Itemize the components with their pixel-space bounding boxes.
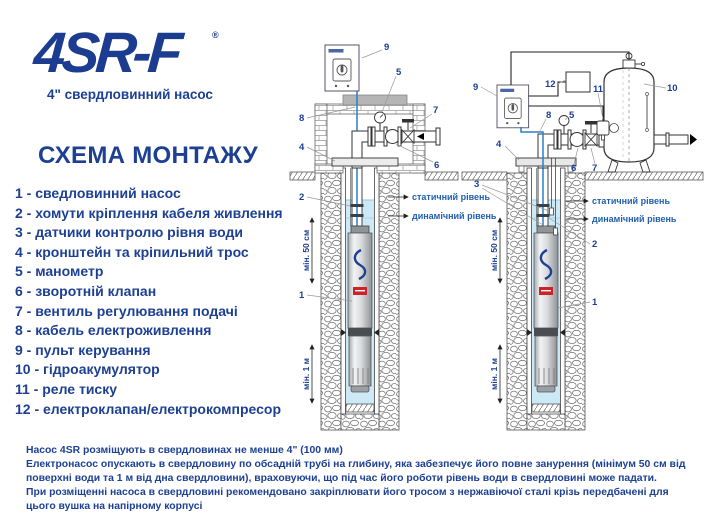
wellhead-bracket: [516, 158, 576, 166]
wellhead-bracket: [332, 158, 398, 166]
pipe-flange: [554, 130, 557, 149]
callout-7: 7: [433, 105, 439, 116]
check-valve-icon: [570, 133, 584, 147]
callout-1: 1: [299, 290, 305, 301]
legend-item: 9 - пульт керування: [15, 341, 151, 358]
legend-item: 12 - електроклапан/електрокомпресор: [15, 400, 281, 417]
tank-leg: [640, 160, 650, 172]
callout-3: 3: [474, 179, 480, 190]
legend-item: 1 - сведловинний насос: [15, 185, 181, 201]
left-dimensions: [301, 218, 312, 403]
manometer-icon: [559, 116, 569, 126]
legend-item: 3 - датчики контролю рівня води: [15, 224, 244, 241]
tank-drain-valve: [610, 124, 619, 133]
check-valve-icon: [386, 130, 400, 144]
legend-item: 10 - гідроакумулятор: [15, 361, 160, 378]
callout-1: 1: [592, 297, 598, 308]
page-title: СХЕМА МОНТАЖУ: [38, 142, 259, 169]
dynamic-level-label: динамічний рівень: [412, 211, 497, 221]
flow-arrow-icon: [690, 134, 697, 145]
valve-handle: [585, 121, 597, 125]
pipe-flange: [368, 127, 371, 146]
brand-logo: 4SR-F: [31, 21, 181, 85]
static-level-label: статичний рівень: [412, 192, 490, 202]
dynamic-level-label: динамічний рівень: [592, 214, 677, 224]
legend-item: 7 - вентиль регулювання подачі: [15, 302, 238, 319]
legend-item: 8 - кабель електроживлення: [15, 322, 212, 339]
electrovalve-box: [566, 72, 590, 92]
callout-2: 2: [592, 239, 598, 250]
pipe-flange: [398, 127, 401, 146]
tank-top-valve: [623, 60, 635, 68]
pipe-flange: [666, 133, 669, 146]
control-panel: [497, 85, 529, 128]
callout-5: 5: [569, 110, 575, 121]
pipe-flange: [558, 130, 561, 149]
callout-7: 7: [592, 163, 598, 174]
registered-mark: ®: [212, 30, 219, 40]
diagram-left-well-with-pit: [290, 42, 497, 430]
control-panel: [325, 45, 359, 91]
installation-notes: [26, 444, 698, 514]
pit-cover-slab: [343, 95, 407, 105]
legend-item: 2 - хомути кріплення кабеля живлення: [15, 204, 283, 221]
callout-12: 12: [545, 79, 556, 90]
diagram-right-well-with-tank: [462, 52, 703, 430]
level-sensor: [550, 208, 554, 215]
pit-left-wall: [315, 104, 327, 173]
callout-4: 4: [299, 142, 305, 153]
note-paragraph: При розміщенні насоса в свердловині рекомендовано закріплювати його тросом з нержавіючої сталі крізь передбачені для цього вушка на напірному корпусі: [26, 487, 669, 512]
legend-item: 6 - зворотній клапан: [15, 282, 157, 299]
pipe-end-flange: [436, 128, 440, 145]
legend-item: 11 - реле тиску: [15, 380, 118, 397]
tank-leg: [608, 160, 618, 172]
parts-legend: [15, 184, 315, 419]
callout-8: 8: [299, 113, 305, 124]
callout-9: 9: [473, 82, 479, 93]
note-paragraph: Електронасос опускають в свердловину по обсадній трубі на глибину, яка забезпечує його повне занурення (мінімум 50 см від поверхні води та 1 м від дна свердловини), враховуючи, що під час його роботи рівень води в свердловині може падати.: [26, 459, 686, 484]
tank-outlet-pipe: [654, 135, 688, 144]
callout-2: 2: [299, 192, 305, 203]
legend-item: 4 - кронштейн та кріпильний трос: [15, 243, 249, 260]
pressure-tank: [599, 53, 697, 172]
callout-10: 10: [667, 83, 678, 94]
legend-item: 5 - манометр: [15, 263, 104, 280]
callout-6: 6: [434, 160, 440, 171]
wellhead-bolt: [519, 166, 524, 172]
callout-11: 11: [593, 84, 604, 95]
installation-diagram: [280, 30, 704, 435]
pressure-switch: [597, 121, 609, 135]
ground-hatch: [425, 172, 458, 180]
callout-9: 9: [384, 42, 390, 53]
callout-4: 4: [496, 139, 502, 150]
ground-hatch: [462, 172, 507, 180]
ground-hatch: [290, 172, 315, 180]
valve-handle: [402, 119, 414, 123]
right-dimensions: [489, 218, 500, 403]
ground-hatch: [585, 172, 703, 180]
level-sensor: [554, 228, 558, 235]
note-paragraph: Насос 4SR розміщують в свердловинах не менше 4" (100 мм): [26, 445, 343, 456]
callout-5: 5: [396, 67, 402, 78]
product-subtitle: 4" свердловинний насос: [47, 87, 213, 102]
pressure-switch-stem: [602, 135, 605, 140]
pipe-flange: [372, 127, 375, 146]
right-well: [507, 168, 585, 430]
left-well: [321, 168, 399, 430]
static-level-label: статичний рівень: [592, 196, 670, 206]
callout-8: 8: [546, 110, 552, 121]
callout-6: 6: [571, 163, 577, 174]
